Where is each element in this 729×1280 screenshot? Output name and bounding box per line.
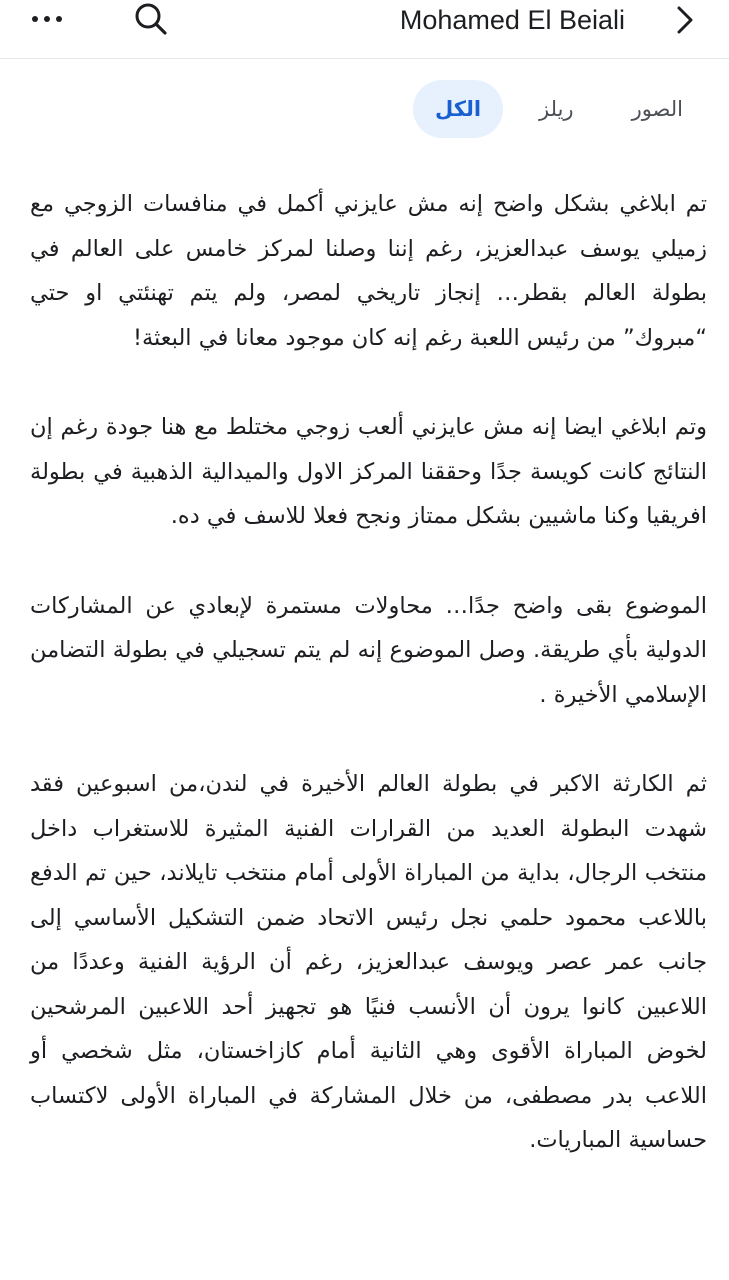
post-paragraph: تم ابلاغي بشكل واضح إنه مش عايزني أكمل في منافسات الزوجي مع زميلي يوسف عبدالعزيز، رغم إننا وصلنا لمركز خامس على العالم في بطولة العالم بقطر… إنجاز تاريخي لمصر، ولم يتم تهنئتي او حتي “مبروك” من رئيس اللعبة رغم إنه كان موجود معانا في البعثة! <box>30 191 707 351</box>
more-icon[interactable] <box>32 10 76 28</box>
profile-name-title: Mohamed El Beiali <box>399 5 625 35</box>
tab-reels[interactable]: ريلز <box>539 97 574 121</box>
tab-photos[interactable]: الصور <box>631 97 683 121</box>
search-icon[interactable] <box>128 0 172 40</box>
post-paragraph: وتم ابلاغي ايضا إنه مش عايزني ألعب زوجي مختلط مع هنا جودة رغم إن النتائج كانت كويسة جدًا وحققنا المركز الاول والميدالية الذهبية في بطولة افريقيا وكنا ماشيين بشكل ممتاز ونجح فعلا للاسف في ده. <box>30 414 707 529</box>
post-paragraph: ثم الكارثة الاكبر في بطولة العالم الأخيرة في لندن،من اسبوعين فقد شهدت البطولة العديد من القرارات الفنية المثيرة للاستغراب داخل منتخب الرجال، بداية من المباراة الأولى أمام منتخب تايلاند، حين تم الدفع باللاعب محمود حلمي نجل رئيس الاتحاد ضمن التشكيل الأساسي إلى جانب عمر عصر ويوسف عبدالعزيز، رغم أن الرؤية الفنية وعددًا من اللاعبين كانوا يرون أن الأنسب فنيًا هو تجهيز أحد اللاعبين المرشحين لخوض المباراة الأقوى وهي الثانية أمام كازاخستان، مثل شخصي أو اللاعب بدر مصطفى، من خلال المشاركة في المباراة الأولى لاكتساب حساسية المباريات. <box>30 771 707 1153</box>
post-paragraph: الموضوع بقى واضح جدًا… محاولات مستمرة لإبعادي عن المشاركات الدولية بأي طريقة. وصل الموضوع إنه لم يتم تسجيلي في بطولة التضامن الإسلامي الأخيرة . <box>30 592 707 708</box>
top-bar <box>0 0 729 59</box>
profile-tabs <box>413 80 705 138</box>
chevron-right-icon[interactable] <box>673 2 697 38</box>
tab-all[interactable]: الكل <box>413 80 503 138</box>
post-text <box>30 182 707 1208</box>
